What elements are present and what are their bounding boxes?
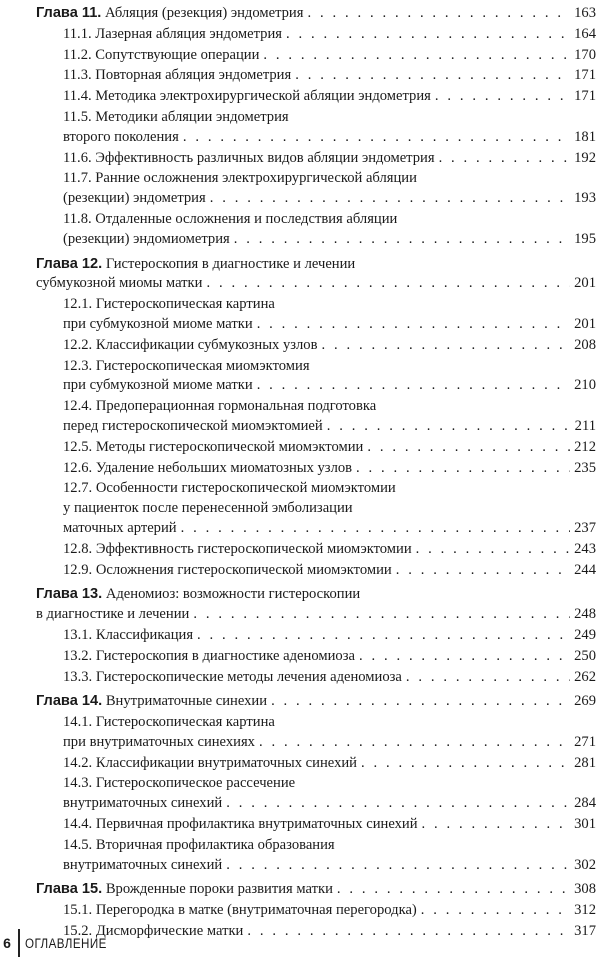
- dot-leader: [263, 46, 570, 66]
- toc-line: [63, 438, 596, 458]
- chapter-label: Глава 13.: [36, 586, 103, 603]
- section-title: 11.2. Сопутствующие операции: [63, 46, 260, 63]
- dot-leader: [257, 315, 570, 335]
- chapter-block: [36, 585, 596, 687]
- section-title: 13.3. Гистероскопические методы лечения аденомиоза: [63, 668, 402, 685]
- toc-line: [63, 295, 596, 315]
- chapter-block: [36, 692, 596, 875]
- section-title: маточных артерий: [63, 519, 177, 536]
- toc-line: [63, 66, 596, 86]
- toc-line: [36, 4, 596, 24]
- toc-line: [63, 626, 596, 646]
- dot-leader: [247, 922, 570, 942]
- section-title: 12.7. Особенности гистероскопической миомэктомии: [63, 480, 396, 497]
- section-title: 14.3. Гистероскопическое рассечение: [63, 775, 296, 792]
- page-ref: 269: [574, 693, 596, 710]
- section-title: (резекции) эндометрия: [63, 190, 206, 207]
- toc-line: [63, 815, 596, 835]
- page-ref: 237: [574, 519, 596, 536]
- toc-line: [63, 108, 596, 128]
- section-entry[interactable]: [36, 836, 596, 876]
- page-ref: 164: [574, 25, 596, 42]
- dot-leader: [226, 794, 570, 814]
- section-title: 11.7. Ранние осложнения электрохирургической абляции: [63, 170, 417, 187]
- section-title: 12.3. Гистероскопическая миомэктомия: [63, 357, 310, 374]
- page-ref: 262: [574, 668, 596, 685]
- toc-line: [63, 210, 596, 230]
- toc-line: [63, 733, 596, 753]
- dot-leader: [327, 417, 571, 437]
- section-entry[interactable]: [36, 754, 596, 774]
- section-entry[interactable]: [36, 336, 596, 356]
- page-ref: 244: [574, 561, 596, 578]
- section-title: 14.4. Первичная профилактика внутриматочных синехий: [63, 816, 418, 833]
- chapter-title: Врожденные пороки развития матки: [105, 881, 333, 898]
- dot-leader: [193, 605, 570, 625]
- page-ref: 201: [574, 275, 596, 292]
- chapter-title: Аденомиоз: возможности гистероскопии: [105, 586, 361, 603]
- footer-divider: [18, 929, 20, 957]
- page-ref: 212: [574, 438, 596, 455]
- page-ref: 301: [574, 816, 596, 833]
- toc-line: [63, 149, 596, 169]
- chapter-label: Глава 11.: [36, 5, 102, 21]
- dot-leader: [322, 336, 571, 356]
- page-ref: 170: [574, 46, 596, 63]
- dot-leader: [286, 25, 570, 45]
- dot-leader: [435, 87, 570, 107]
- chapter-block: [36, 255, 596, 581]
- section-entry[interactable]: [36, 108, 596, 148]
- chapter-entry[interactable]: [36, 692, 596, 712]
- chapter-title: субмукозной миомы матки: [36, 275, 203, 292]
- toc-line: [63, 922, 596, 942]
- running-header-title: ОГЛАВЛЕНИЕ: [25, 935, 107, 951]
- page-ref: 192: [574, 149, 596, 166]
- section-title: 15.1. Перегородка в матке (внутриматочная перегородка): [63, 902, 417, 919]
- section-entry[interactable]: [36, 540, 596, 560]
- section-entry[interactable]: [36, 647, 596, 667]
- page-ref: 171: [574, 88, 596, 105]
- toc-line: [63, 46, 596, 66]
- section-entry[interactable]: [36, 25, 596, 45]
- section-entry[interactable]: [36, 295, 596, 335]
- toc-line: [36, 605, 596, 625]
- page-ref: 271: [574, 733, 596, 750]
- section-title: 11.4. Методика электрохирургической абляции эндометрия: [63, 88, 431, 105]
- dot-leader: [361, 754, 570, 774]
- page-ref: 208: [574, 336, 596, 353]
- toc-line: [63, 459, 596, 479]
- dot-leader: [307, 4, 570, 24]
- toc-line: [63, 169, 596, 189]
- page-ref: 210: [574, 377, 596, 394]
- page-ref: 284: [574, 795, 596, 812]
- section-entry[interactable]: [36, 815, 596, 835]
- chapter-entry[interactable]: [36, 4, 596, 24]
- section-entry[interactable]: [36, 149, 596, 169]
- toc-line: [63, 561, 596, 581]
- toc-line: [63, 754, 596, 774]
- chapter-label: Глава 15.: [36, 881, 103, 898]
- dot-leader: [226, 856, 570, 876]
- dot-leader: [337, 880, 570, 900]
- section-title: при внутриматочных синехиях: [63, 733, 255, 750]
- section-title: при субмукозной миоме матки: [63, 315, 253, 332]
- section-title: у пациенток после перенесенной эмболизации: [63, 500, 353, 517]
- dot-leader: [197, 626, 570, 646]
- toc-line: [63, 128, 596, 148]
- page-ref: 243: [574, 540, 596, 557]
- toc-line: [36, 255, 596, 275]
- toc-line: [63, 901, 596, 921]
- toc-line: [63, 479, 596, 499]
- section-title: 12.2. Классификации субмукозных узлов: [63, 336, 318, 353]
- dot-leader: [421, 901, 570, 921]
- page-ref: 195: [574, 230, 596, 247]
- dot-leader: [416, 540, 570, 560]
- toc-line: [63, 189, 596, 209]
- section-entry[interactable]: [36, 66, 596, 86]
- toc-line: [63, 417, 596, 437]
- toc-line: [63, 376, 596, 396]
- section-title: при субмукозной миоме матки: [63, 377, 253, 394]
- section-entry[interactable]: [36, 459, 596, 479]
- toc-line: [63, 668, 596, 688]
- section-entry[interactable]: [36, 774, 596, 814]
- toc-line: [63, 519, 596, 539]
- page-ref: 317: [574, 923, 596, 940]
- page-footer: [0, 928, 120, 958]
- table-of-contents: [36, 4, 596, 943]
- section-title: внутриматочных синехий: [63, 795, 223, 812]
- section-title: 14.1. Гистероскопическая картина: [63, 714, 275, 731]
- dot-leader: [295, 66, 570, 86]
- toc-line: [63, 647, 596, 667]
- page-ref: 163: [574, 5, 596, 21]
- section-title: 11.8. Отдаленные осложнения и последствия абляции: [63, 210, 398, 227]
- dot-leader: [422, 815, 571, 835]
- page-ref: 211: [574, 417, 596, 434]
- section-title: 12.1. Гистероскопическая картина: [63, 296, 275, 313]
- section-entry[interactable]: [36, 561, 596, 581]
- section-entry[interactable]: [36, 169, 596, 209]
- page-ref: 235: [574, 459, 596, 476]
- section-title: 12.4. Предоперационная гормональная подготовка: [63, 398, 377, 415]
- chapter-label: Глава 14.: [36, 693, 103, 710]
- page-number: 6: [3, 935, 11, 951]
- section-title: 12.8. Эффективность гистероскопической миомэктомии: [63, 540, 412, 557]
- section-title: перед гистероскопической миомэктомией: [63, 417, 323, 434]
- section-entry[interactable]: [36, 397, 596, 437]
- page-ref: 302: [574, 856, 596, 873]
- toc-line: [36, 585, 596, 605]
- toc-line: [63, 774, 596, 794]
- dot-leader: [206, 274, 570, 294]
- page-ref: 250: [574, 647, 596, 664]
- chapter-entry[interactable]: [36, 255, 596, 295]
- section-title: 11.3. Повторная абляция эндометрия: [63, 67, 292, 84]
- dot-leader: [181, 519, 571, 539]
- toc-line: [63, 856, 596, 876]
- section-title: 12.5. Методы гистероскопической миомэктомии: [63, 438, 364, 455]
- page-ref: 193: [574, 190, 596, 207]
- page-ref: 181: [574, 128, 596, 145]
- dot-leader: [259, 733, 570, 753]
- section-entry[interactable]: [36, 46, 596, 66]
- chapter-title: Абляция (резекция) эндометрия: [105, 5, 304, 21]
- section-title: 14.2. Классификации внутриматочных синехий: [63, 754, 357, 771]
- dot-leader: [406, 668, 570, 688]
- section-entry[interactable]: [36, 626, 596, 646]
- toc-line: [63, 357, 596, 377]
- toc-line: [63, 836, 596, 856]
- dot-leader: [183, 128, 570, 148]
- section-title: 11.5. Методики абляции эндометрия: [63, 108, 289, 125]
- chapter-label: Глава 12.: [36, 255, 103, 272]
- chapter-title: Гистероскопия в диагностике и лечении: [105, 255, 356, 272]
- toc-line: [36, 880, 596, 900]
- dot-leader: [439, 149, 571, 169]
- dot-leader: [234, 230, 570, 250]
- section-title: внутриматочных синехий: [63, 856, 223, 873]
- section-entry[interactable]: [36, 901, 596, 921]
- section-entry[interactable]: [36, 438, 596, 458]
- section-title: 14.5. Вторичная профилактика образования: [63, 836, 335, 853]
- chapter-entry[interactable]: [36, 880, 596, 900]
- toc-line: [63, 25, 596, 45]
- dot-leader: [367, 438, 570, 458]
- page-ref: 171: [574, 67, 596, 84]
- section-title: второго поколения: [63, 128, 179, 145]
- chapter-title: Внутриматочные синехии: [105, 693, 268, 710]
- dot-leader: [359, 647, 570, 667]
- toc-line: [63, 230, 596, 250]
- page-ref: 248: [574, 606, 596, 623]
- dot-leader: [257, 376, 570, 396]
- section-entry[interactable]: [36, 668, 596, 688]
- section-title: 15.2. Дисморфические матки: [63, 923, 244, 940]
- section-entry[interactable]: [36, 479, 596, 538]
- toc-line: [63, 713, 596, 733]
- page-ref: 201: [574, 315, 596, 332]
- toc-line: [63, 397, 596, 417]
- chapter-title: в диагностике и лечении: [36, 606, 190, 623]
- section-entry[interactable]: [36, 713, 596, 753]
- chapter-block: [36, 4, 596, 250]
- section-title: 13.2. Гистероскопия в диагностике аденомиоза: [63, 647, 355, 664]
- page-ref: 308: [574, 881, 596, 898]
- section-title: 12.9. Осложнения гистероскопической миомэктомии: [63, 561, 392, 578]
- toc-line: [36, 692, 596, 712]
- section-entry[interactable]: [36, 357, 596, 397]
- toc-line: [63, 87, 596, 107]
- section-title: 11.6. Эффективность различных видов абляции эндометрия: [63, 149, 435, 166]
- section-title: (резекции) эндомиометрия: [63, 230, 230, 247]
- dot-leader: [210, 189, 570, 209]
- toc-line: [63, 315, 596, 335]
- section-title: 13.1. Классификация: [63, 626, 194, 643]
- toc-line: [63, 499, 596, 519]
- page-ref: 281: [574, 754, 596, 771]
- dot-leader: [356, 459, 570, 479]
- toc-line: [63, 336, 596, 356]
- toc-line: [36, 274, 596, 294]
- section-entry[interactable]: [36, 87, 596, 107]
- toc-line: [63, 794, 596, 814]
- section-title: 12.6. Удаление небольших миоматозных узлов: [63, 459, 353, 476]
- page-ref: 312: [574, 902, 596, 919]
- dot-leader: [271, 692, 570, 712]
- toc-line: [63, 540, 596, 560]
- section-entry[interactable]: [36, 210, 596, 250]
- page-ref: 249: [574, 626, 596, 643]
- dot-leader: [396, 561, 570, 581]
- section-title: 11.1. Лазерная абляция эндометрия: [63, 25, 282, 42]
- chapter-entry[interactable]: [36, 585, 596, 625]
